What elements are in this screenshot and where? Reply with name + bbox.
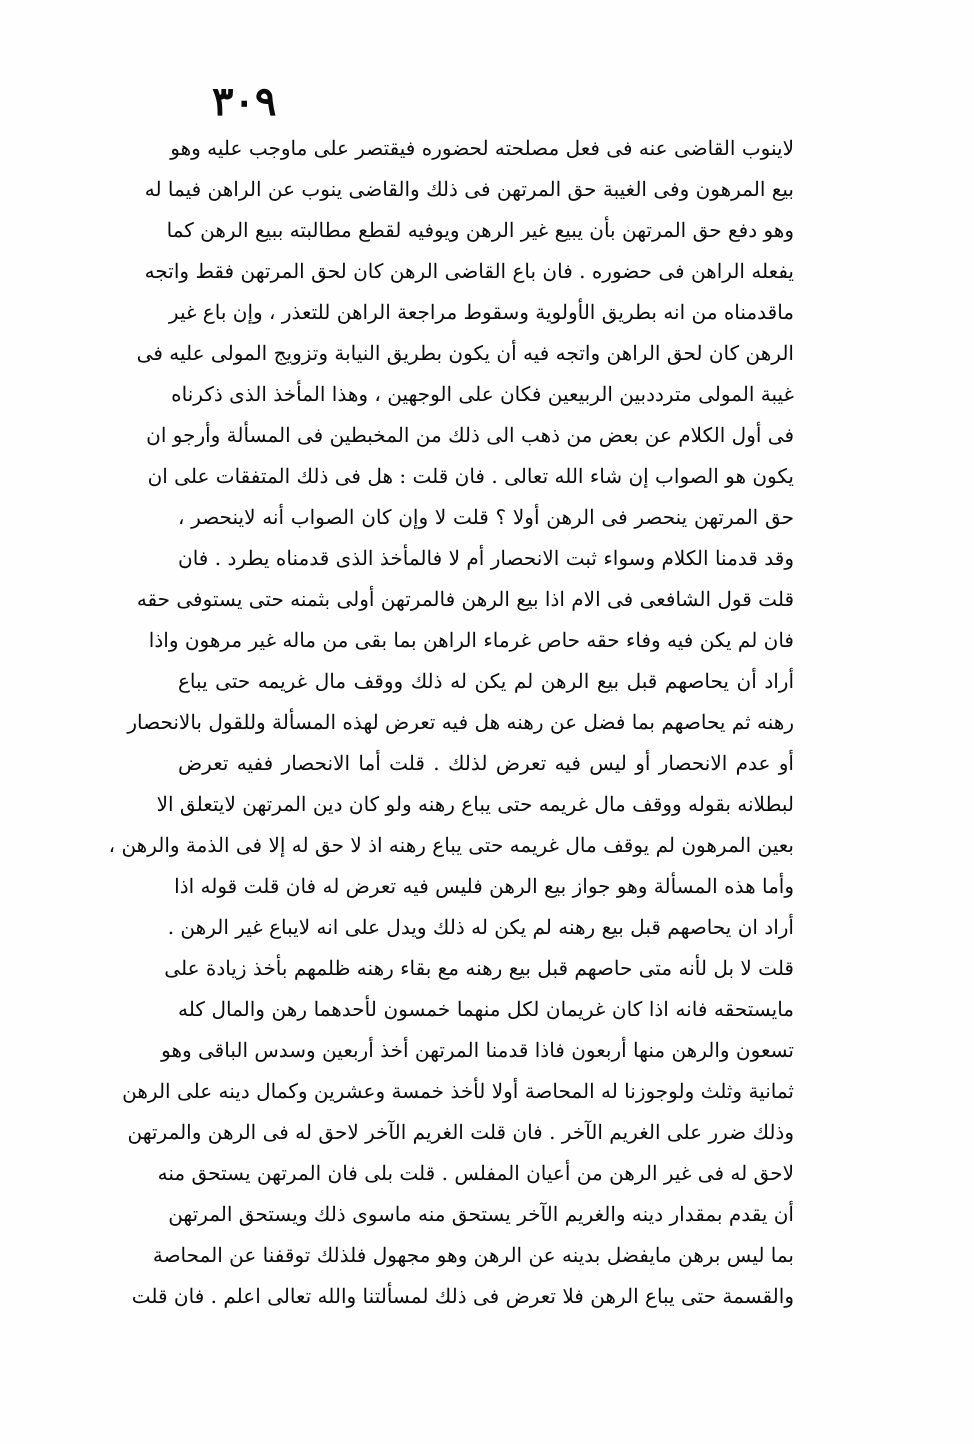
text-line: رهنه ثم يحاصهم بما فضل عن رهنه هل فيه تعرض لهذه المسألة وللقول بالانحصار: [127, 710, 794, 734]
text-line: فى أول الكلام عن بعض من ذهب الى ذلك من المخبطين فى المسألة وأرجو ان: [146, 423, 794, 447]
text-line: الرهن كان لحق الراهن واتجه فيه أن يكون بطريق النيابة وتزويج المولى عليه فى: [136, 341, 794, 365]
text-line: ماقدمناه من انه بطريق الأولوية وسقوط مراجعة الراهن للتعذر ، وإن باع غير: [168, 300, 794, 324]
text-line: وأما هذه المسألة وهو جواز بيع الرهن فليس فيه تعرض له فان قلت قوله اذا: [174, 874, 794, 898]
text-line: قلت لا بل لأنه متى حاصهم قبل بيع رهنه مع بقاء رهنه ظلمهم بأخذ زيادة على: [164, 956, 794, 980]
text-line: فان لم يكن فيه وفاء حقه حاص غرماء الراهن بما بقى من ماله غير مرهون واذا: [148, 628, 794, 652]
text-line: لاحق له فى غير الرهن من أعيان المفلس . قلت بلى فان المرتهن يستحق منه: [157, 1161, 794, 1185]
text-line: لاينوب القاضى عنه فى فعل مصلحته لحضوره فيقتصر على ماوجب عليه وهو: [170, 136, 794, 160]
text-line: يفعله الراهن فى حضوره . فان باع القاضى الرهن كان لحق المرتهن فقط واتجه: [144, 259, 794, 283]
text-line: أو عدم الانحصار أو ليس فيه تعرض لذلك . قلت أما الانحصار ففيه تعرض: [178, 751, 794, 775]
text-line: يكون هو الصواب إن شاء الله تعالى . فان قلت : هل فى ذلك المتفقات على ان: [147, 464, 794, 488]
text-line: بما ليس برهن مايفضل بدينه عن الرهن وهو مجهول فلذلك توقفنا عن المحاصة: [152, 1243, 794, 1267]
text-line: أراد ان يحاصهم قبل بيع رهنه لم يكن له ذلك ويدل على انه لايباع غير الرهن .: [167, 915, 794, 939]
text-line: ثمانية وثلث ولوجوزنا له المحاصة أولا لأخذ خمسة وعشرين وكمال دينه على الرهن: [122, 1079, 794, 1103]
text-line: بيع المرهون وفى الغيبة حق المرتهن فى ذلك والقاضى ينوب عن الراهن فيما له: [144, 177, 794, 201]
body-text: [108, 128, 794, 1317]
text-line: قلت قول الشافعى فى الام اذا بيع الرهن فالمرتهن أولى بثمنه حتى يستوفى حقه: [136, 587, 794, 611]
text-line: حق المرتهن ينحصر فى الرهن أولا ؟ قلت لا وإن كان الصواب أنه لاينحصر ،: [178, 505, 794, 529]
text-line: وقد قدمنا الكلام وسواء ثبت الانحصار أم لا فالمأخذ الذى قدمناه يطرد . فان: [178, 546, 794, 570]
text-line: أراد أن يحاصهم قبل بيع الرهن لم يكن له ذلك ووقف مال غريمه حتى يباع: [178, 669, 794, 693]
text-line: بعين المرهون لم يوقف مال غريمه حتى يباع رهنه اذ لا حق له إلا فى الذمة والرهن ،: [108, 833, 794, 857]
text-line: مايستحقه فانه اذا كان غريمان لكل منهما خمسون لأحدهما رهن والمال كله: [178, 997, 794, 1021]
text-line: والقسمة حتى يباع الرهن فلا تعرض فى ذلك لمسألتنا والله تعالى اعلم . فان قلت: [131, 1284, 794, 1308]
text-line: غيبة المولى مترددبين الربيعين فكان على الوجهين ، وهذا المأخذ الذى ذكرناه: [171, 382, 794, 406]
text-line: وهو دفع حق المرتهن بأن يبيع غير الرهن ويوفيه لقطع مطالبته ببيع الرهن كما: [166, 218, 794, 242]
text-line: أن يقدم بمقدار دينه والغريم الآخر يستحق منه ماسوى ذلك ويستحق المرتهن: [168, 1202, 794, 1226]
text-line: تسعون والرهن منها أربعون فاذا قدمنا المرتهن أخذ أربعين وسدس الباقى وهو: [161, 1038, 794, 1062]
page-number: ٣٠٩: [212, 78, 277, 125]
text-line: لبطلانه بقوله ووقف مال غريمه حتى يباع رهنه ولو كان دين المرتهن لايتعلق الا: [156, 792, 794, 816]
text-line: وذلك ضرر على الغريم الآخر . فان قلت الغريم الآخر لاحق له فى الرهن والمرتهن: [127, 1120, 794, 1144]
